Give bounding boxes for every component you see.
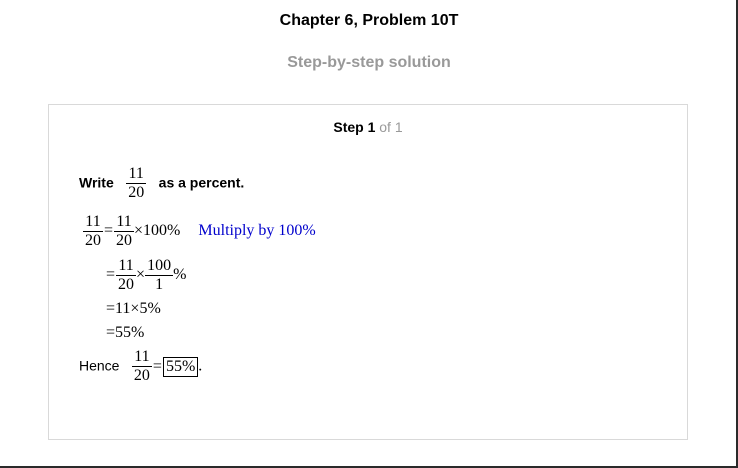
step-header bbox=[49, 119, 687, 135]
hence-fraction bbox=[132, 348, 152, 385]
step-label: Step 1 bbox=[333, 119, 376, 135]
intro-line bbox=[79, 165, 244, 202]
hence-label: Hence bbox=[79, 357, 120, 374]
line1-lhs-fraction bbox=[83, 213, 103, 250]
line2-times: × bbox=[136, 266, 146, 284]
intro-fraction-num: 11 bbox=[128, 165, 144, 182]
step-count: of 1 bbox=[379, 119, 403, 135]
line2-b-num: 100 bbox=[147, 257, 172, 274]
line1-rhs-den: 20 bbox=[116, 232, 133, 249]
equation-line-1 bbox=[83, 213, 316, 250]
line2-a-num: 11 bbox=[118, 257, 134, 274]
line1-lhs-den: 20 bbox=[85, 232, 101, 249]
hence-equals: = bbox=[152, 357, 162, 375]
equation-line-3: =11×5% bbox=[106, 300, 161, 317]
intro-prefix: Write bbox=[79, 174, 114, 191]
line2-percent: % bbox=[173, 266, 187, 284]
line2-a-den: 20 bbox=[118, 276, 135, 293]
line1-note: Multiply by 100% bbox=[198, 222, 316, 240]
hence-den: 20 bbox=[133, 367, 150, 384]
hence-num: 11 bbox=[134, 348, 150, 365]
page-subtitle: Step-by-step solution bbox=[287, 54, 451, 71]
line1-rhs-fraction bbox=[114, 213, 134, 250]
answer-box: 55% bbox=[163, 357, 198, 377]
intro-fraction-den: 20 bbox=[128, 184, 145, 201]
conclusion-line bbox=[79, 348, 202, 385]
line1-equals: = bbox=[104, 222, 114, 240]
solution-card bbox=[48, 104, 688, 440]
intro-suffix: as a percent. bbox=[158, 174, 245, 191]
line2-equals: = bbox=[106, 266, 116, 284]
line1-lhs-num: 11 bbox=[85, 213, 101, 230]
equation-line-2 bbox=[105, 257, 186, 294]
line2-b-den: 1 bbox=[145, 275, 173, 294]
line2-fraction-b bbox=[145, 257, 173, 294]
hence-period: . bbox=[198, 357, 203, 375]
line2-fraction-a bbox=[116, 257, 136, 294]
page-title: Chapter 6, Problem 10T bbox=[279, 12, 459, 29]
line1-rhs-tail: ×100% bbox=[134, 222, 181, 240]
line1-rhs-num: 11 bbox=[116, 213, 132, 230]
equation-line-4: =55% bbox=[106, 324, 145, 341]
intro-fraction bbox=[126, 165, 146, 202]
